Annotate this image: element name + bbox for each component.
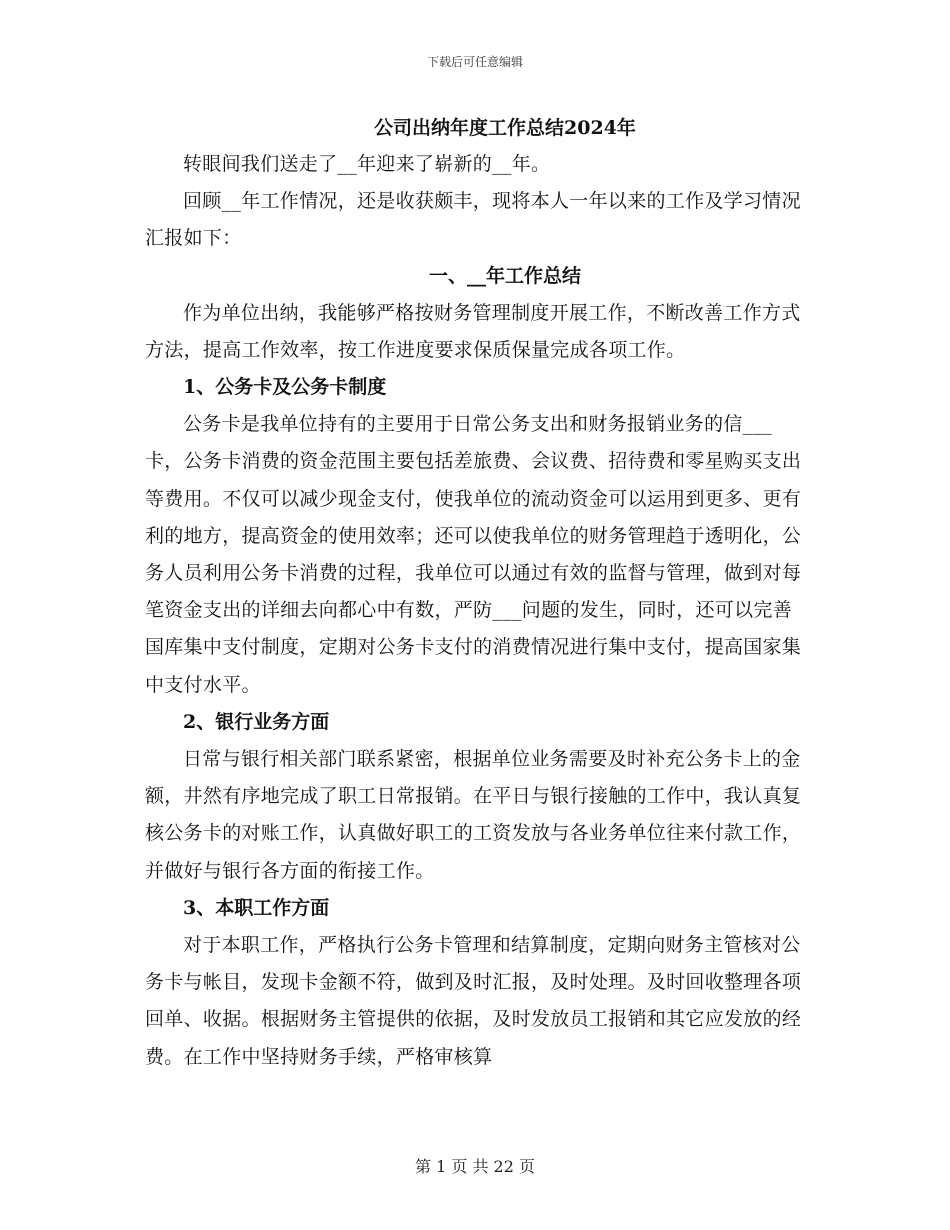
subsection-heading-1: 1、公务卡及公务卡制度 bbox=[183, 376, 387, 399]
subsection-heading-2: 2、银行业务方面 bbox=[183, 710, 330, 733]
subsection-heading-3: 3、本职工作方面 bbox=[183, 896, 330, 919]
page-number-footer: 第 1 页 共 22 页 bbox=[415, 1157, 535, 1176]
subsection-paragraph-3: 对于本职工作，严格执行公务卡管理和结算制度，定期向财务主管核对公务卡与帐目，发现卡金额不符，做到及时汇报，及时处理。及时回收整理各项回单、收据。根据财务主管提供的依据，及时发放员工报销和其它应发放的经费。在工作中坚持财务手续，严格审核算 bbox=[145, 934, 802, 1068]
header-note: 下载后可任意编辑 bbox=[426, 55, 523, 69]
document-body bbox=[145, 110, 805, 1076]
subsection-paragraph-1: 公务卡是我单位持有的主要用于日常公务支出和财务报销业务的信___卡，公务卡消费的资金范围主要包括差旅费、会议费、招待费和零星购买支出等费用。不仅可以减少现金支付，使我单位的流动资金可以运用到更多、更有利的地方，提高资金的使用效率；还可以使我单位的财务管理趋于透明化，公务人员利用公务卡消费的过程，我单位可以通过有效的监督与管理，做到对每笔资金支出的详细去向都心中有数，严防___问题的发生，同时，还可以完善国库集中支付制度，定期对公务卡支付的消费情况进行集中支付，提高国家集中支付水平。 bbox=[145, 413, 802, 696]
subsection-paragraph-2: 日常与银行相关部门联系紧密，根据单位业务需要及时补充公务卡上的金额，井然有序地完成了职工日常报销。在平日与银行接触的工作中，我认真复核公务卡的对账工作，认真做好职工的工资发放与各业务单位往来付款工作，并做好与银行各方面的衔接工作。 bbox=[145, 748, 802, 882]
intro-paragraph-2: 回顾__年工作情况，还是收获颇丰，现将本人一年以来的工作及学习情况汇报如下： bbox=[145, 190, 801, 250]
section-paragraph: 作为单位出纳，我能够严格按财务管理制度开展工作，不断改善工作方式方法，提高工作效率，按工作进度要求保质保量完成各项工作。 bbox=[145, 301, 801, 361]
document-title: 公司出纳年度工作总结2024年 bbox=[374, 117, 636, 139]
intro-paragraph-1: 转眼间我们送走了__年迎来了崭新的__年。 bbox=[183, 153, 551, 175]
section-heading: 一、__年工作总结 bbox=[428, 264, 581, 287]
